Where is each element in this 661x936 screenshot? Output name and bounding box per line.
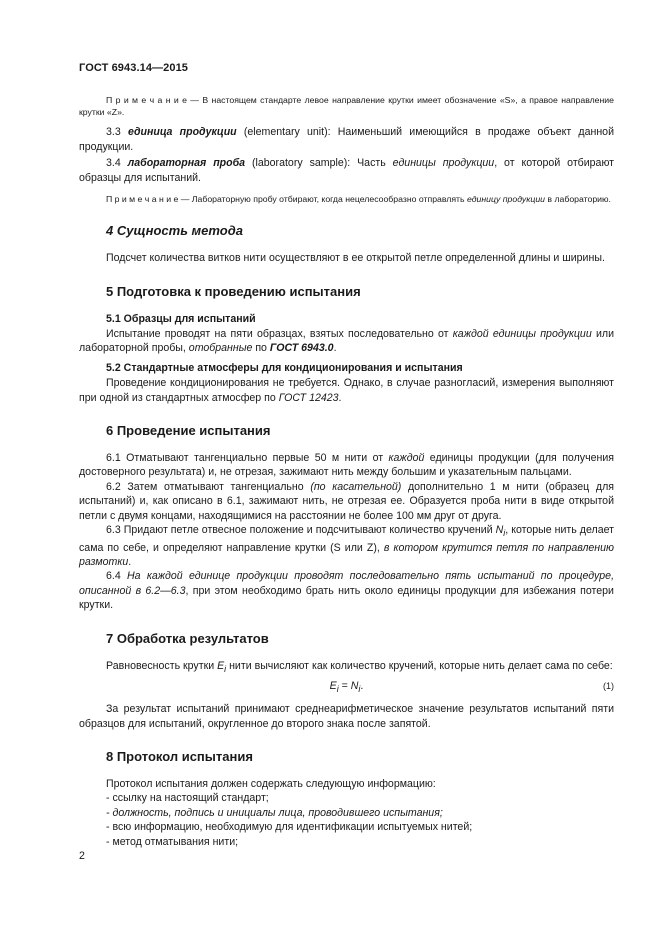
variable: N xyxy=(350,680,359,693)
section-8-heading: 8 Протокол испытания xyxy=(106,748,253,764)
italic-run: в котором крутится петля по направлению размотки xyxy=(79,541,614,569)
section-7-result-paragraph: За результат испытаний принимают среднеарифметическое значение результатов испытаний пяти образцов для испытаний, округленное до второго знака после запятой. xyxy=(79,703,614,730)
text-run: нити вычисляют как количество кручений, которые нить делает сама по себе: xyxy=(226,659,613,672)
clause-6-4 xyxy=(79,569,614,612)
document-page xyxy=(79,62,614,849)
italic-run: каждой xyxy=(388,452,425,465)
subsection-5-2-heading: 5.2 Стандартные атмосферы для кондиционирования и испытания xyxy=(106,361,463,374)
clause-6-3 xyxy=(79,523,614,569)
note-label: П р и м е ч а н и е xyxy=(106,194,179,205)
section-5-1-paragraph xyxy=(79,327,614,356)
variable: E xyxy=(217,659,225,672)
text-run: 6.1 Отматывают тангенциально первые 50 м нити от xyxy=(106,452,389,465)
section-7-paragraph xyxy=(79,659,614,677)
term-definition-end: , от которой отбирают образцы для испытаний. xyxy=(79,157,615,184)
clause-number: 3.3 xyxy=(106,126,128,139)
italic-run: отобранные xyxy=(188,342,253,355)
list-item: - ссылку на настоящий стандарт; xyxy=(106,792,269,805)
standard-reference: ГОСТ 12423 xyxy=(278,391,339,404)
note-text: — В настоящем стандарте левое направление крутки имеет обозначение «S», а правое направление крутки «Z». xyxy=(79,95,614,118)
section-4-paragraph: Подсчет количества витков нити осуществляют в ее открытой петле определенной длины и ширины. xyxy=(106,252,605,265)
italic-run: (по касательной) xyxy=(310,480,402,493)
section-5-heading: 5 Подготовка к проведению испытания xyxy=(106,283,361,299)
section-6-heading: 6 Проведение испытания xyxy=(106,423,271,439)
equation-1 xyxy=(79,680,614,696)
italic-run: На каждой единице продукции проводят последовательно пять испытаний по процедуре, описанной в 6.2—6.3 xyxy=(79,570,615,597)
list-item-italic: - должность, подпись и инициалы лица, проводившего испытания; xyxy=(106,806,443,819)
variable-subscript: i xyxy=(503,528,506,539)
text-run: Испытание проводят на пяти образцах, взятых последовательно от xyxy=(106,328,453,341)
text-run: дополнительно 1 м нити (образец для испытаний) и, как описано в 6.1, зажимают нить, не отрезая ее. Образуется проба нити в виде открытой петли с двумя концами, находящимися на расстоянии не более 100 мм друг от друга. xyxy=(79,480,614,522)
note-text: — Лабораторную пробу отбирают, когда нецелесообразно отправлять xyxy=(178,194,467,205)
variable-subscript: i xyxy=(224,663,227,674)
list-item: - всю информацию, необходимую для идентификации испытуемых нитей; xyxy=(106,821,473,834)
term-3-3 xyxy=(79,125,614,154)
term-name: единица продукции xyxy=(127,126,237,139)
text-run: единицы продукции (для получения достоверного результата) и, не отрезая, зажимают нить между большим и указательным пальцами. xyxy=(79,452,614,479)
variable: N xyxy=(495,524,504,537)
text-run: Проведение кондиционирования не требуется. Однако, в случае разногласий, измерения выполняют при одной из стандартных атмосфер по xyxy=(79,377,614,404)
protocol-list xyxy=(79,777,614,849)
text-run: . xyxy=(360,680,364,693)
subsection-5-1-heading: 5.1 Образцы для испытаний xyxy=(106,312,256,325)
text-run: 6.4 xyxy=(106,570,128,583)
note-label: П р и м е ч а н и е xyxy=(106,95,187,105)
variable: E xyxy=(329,680,337,693)
standard-reference: ГОСТ 6943.0 xyxy=(269,342,334,355)
clause-6-2 xyxy=(79,480,614,523)
page-number: 2 xyxy=(79,850,85,862)
section-5-2-paragraph xyxy=(79,376,614,405)
variable-subscript: i xyxy=(336,684,339,695)
term-definition: (laboratory sample): Часть xyxy=(245,157,393,170)
list-item: - метод отматывания нити; xyxy=(106,835,239,848)
list-item xyxy=(79,806,614,820)
note-text-end: в лабораторию. xyxy=(545,194,611,205)
list-intro: Протокол испытания должен содержать следующую информацию: xyxy=(106,777,436,790)
note-italic: единицу продукции xyxy=(466,194,545,205)
variable-subscript: i xyxy=(358,684,361,695)
text-run: Равновесность крутки xyxy=(106,659,218,672)
text-run: , при этом необходимо брать нить около единицы продукции для избежания потери крутки. xyxy=(79,584,614,612)
document-header: ГОСТ 6943.14—2015 xyxy=(79,62,189,74)
text-run: , которые нить делает сама по себе, и определяют направление крутки (S или Z), xyxy=(79,524,614,554)
equals-sign: = xyxy=(338,680,351,693)
text-run: по xyxy=(252,342,270,355)
section-4-heading xyxy=(79,223,614,238)
section-4-title: 4 Сущность метода xyxy=(106,223,243,239)
clause-number: 3.4 xyxy=(106,157,128,170)
term-reference: единицы продукции xyxy=(392,157,495,170)
clause-6-1 xyxy=(79,451,614,480)
note-left-right-twist xyxy=(79,94,614,118)
note-laboratory-sample xyxy=(79,193,614,205)
italic-run: каждой единицы продукции xyxy=(452,328,592,341)
text-run: . xyxy=(333,342,337,355)
text-run: 6.2 Затем отматывают тангенциально xyxy=(106,480,311,493)
text-run: . xyxy=(128,556,132,569)
term-3-4 xyxy=(79,156,614,185)
section-7-heading: 7 Обработка результатов xyxy=(106,630,269,646)
text-run: или лабораторной пробы, xyxy=(79,328,614,355)
text-run: . xyxy=(338,391,342,404)
text-run: 6.3 Придают петле отвесное положение и подсчитывают количество кручений xyxy=(106,524,496,537)
equation-formula xyxy=(79,680,614,694)
term-name: лабораторная проба xyxy=(127,157,246,170)
term-definition: (elementary unit): Наименьший имеющийся в продаже объект данной продукции. xyxy=(79,126,614,153)
equation-number: (1) xyxy=(603,681,614,692)
